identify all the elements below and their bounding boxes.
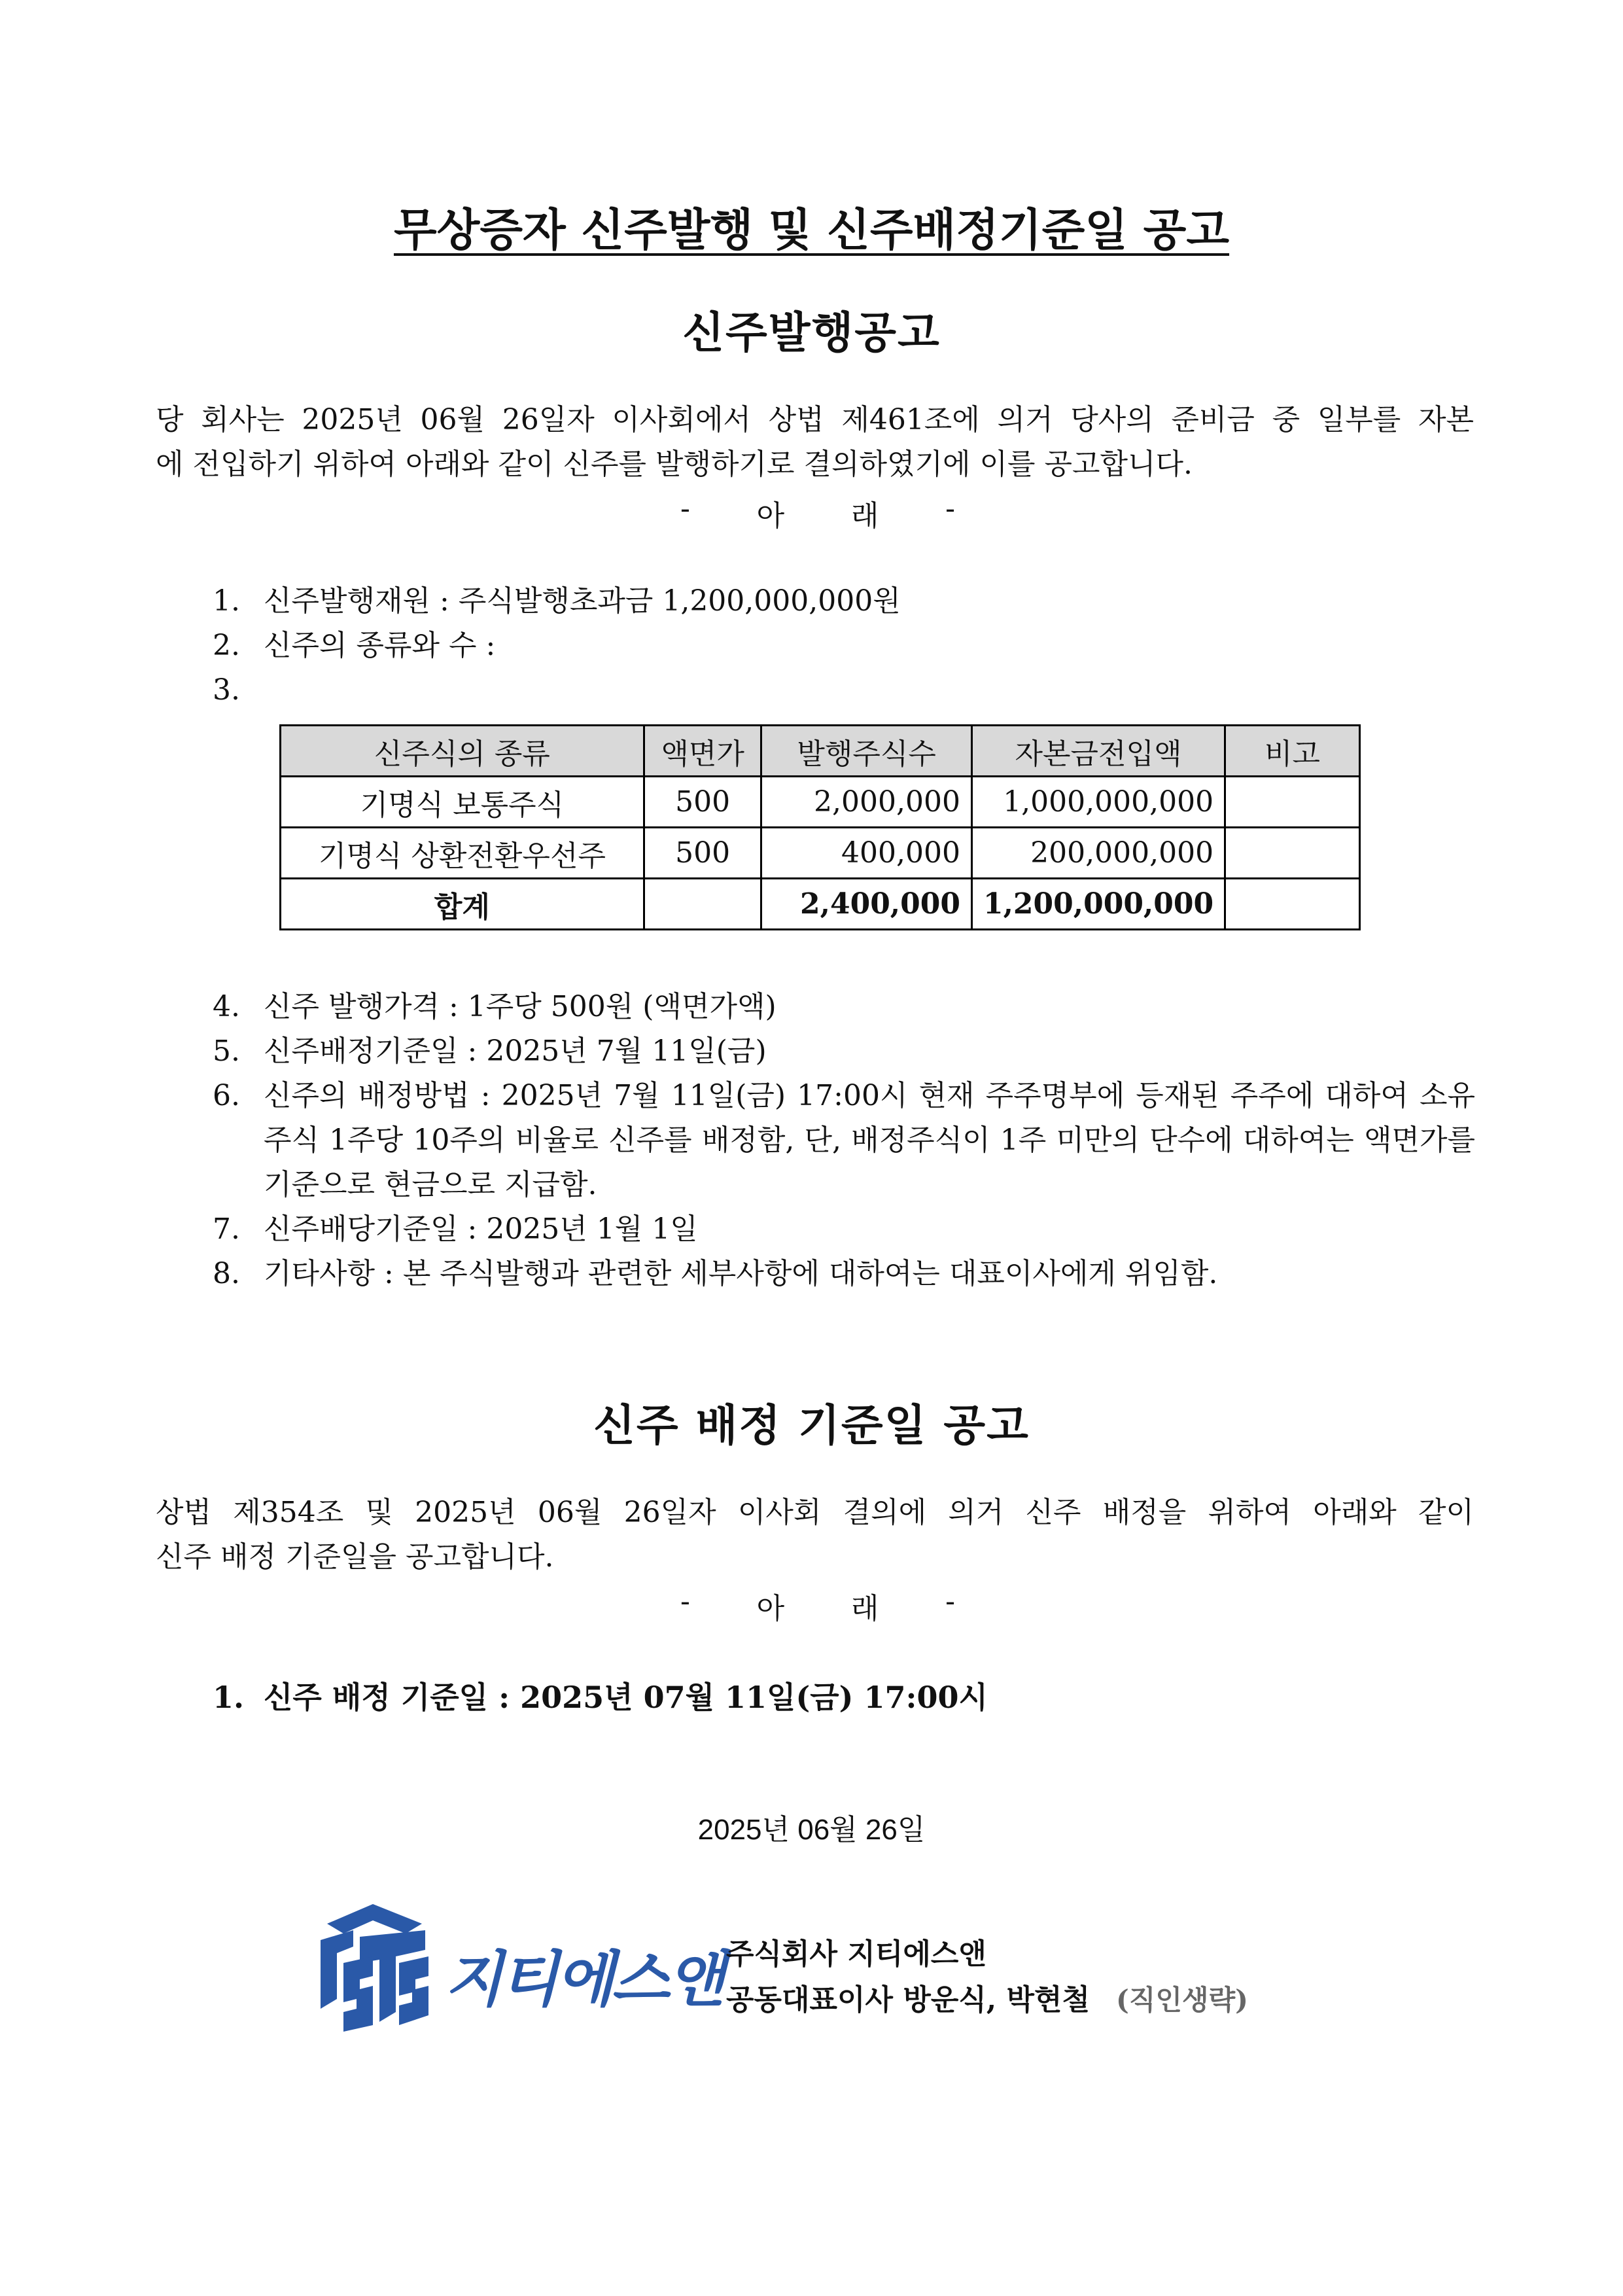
section1-intro-line1: 당 회사는 2025년 06월 26일자 이사회에서 상법 제461조에 의거 당사의 준비금 중 일부를 자본 [156, 403, 1474, 436]
dash-left: - [680, 492, 690, 525]
ahrae-a: 아 [756, 499, 785, 533]
table-row [281, 777, 1360, 828]
shares-table [279, 724, 1361, 930]
list-item [213, 1074, 1475, 1207]
item-text: 신주배당기준일 : 2025년 1월 1일 [264, 1212, 698, 1246]
section1-ahrae [680, 492, 955, 534]
header-cell: 신주식의 종류 [281, 726, 644, 777]
header-cell: 자본금전입액 [971, 726, 1225, 777]
section2-intro-line2: 신주 배정 기준일을 공고합니다. [156, 1540, 554, 1574]
item-number: 8. [213, 1257, 240, 1290]
list-item [213, 624, 1475, 668]
item-number: 5. [213, 1034, 240, 1068]
company-logo [307, 1901, 438, 2032]
item-number: 2. [213, 629, 240, 662]
list-item [213, 985, 1475, 1029]
cell-capital: 200,000,000 [971, 828, 1225, 879]
ahrae-a: 아 [756, 1592, 785, 1625]
section1-intro-line2: 에 전입하기 위하여 아래와 같이 신주를 발행하기로 결의하였기에 이를 공고합니다. [156, 448, 1193, 481]
main-title: 무상증자 신주발행 및 신주배정기준일 공고 [393, 204, 1230, 256]
notice-date: 2025년 06월 26일 [697, 1814, 926, 1846]
cell-total-label: 합계 [281, 879, 644, 930]
item-text: 기타사항 : 본 주식발행과 관련한 세부사항에 대하여는 대표이사에게 위임함. [264, 1257, 1218, 1290]
item-number: 3. [213, 673, 240, 707]
list-item [213, 1675, 1475, 1720]
item-text: 신주의 배정방법 : 2025년 7월 11일(금) 17:00시 현재 주주명부에 등재된 주주에 대하여 소유주식 1주당 10주의 비율로 신주를 배정함, 단, 배정주식이 1주 미만의 단수에 대하여는 액면가를 기준으로 현금으로 지급함. [264, 1079, 1475, 1201]
list-item [213, 1252, 1475, 1296]
list-item [213, 579, 1475, 624]
logo-wordmark: 지티에스앤 [445, 1945, 723, 2015]
list-item [213, 668, 1475, 713]
cell-total-capital: 1,200,000,000 [971, 879, 1225, 930]
cell-note [1225, 777, 1360, 828]
section2-intro-line1: 상법 제354조 및 2025년 06월 26일자 이사회 결의에 의거 신주 배정을 위하여 아래와 같이 [156, 1496, 1474, 1529]
cell-par: 500 [644, 828, 761, 879]
cell-note [1225, 879, 1360, 930]
item-number: 1. [213, 584, 240, 618]
item-text: 신주발행재원 : 주식발행초과금 1,200,000,000원 [264, 584, 901, 618]
table-header-row [281, 726, 1360, 777]
cell-total-shares: 2,400,000 [761, 879, 972, 930]
representatives: 공동대표이사 방운식, 박현철 [726, 1983, 1091, 2017]
cell-type: 기명식 상환전환우선주 [281, 828, 644, 879]
seal-note: (직인생략) [1116, 1984, 1249, 2016]
representatives-line [726, 1976, 1248, 2018]
table-total-row [281, 879, 1360, 930]
item-text: 신주배정기준일 : 2025년 7월 11일(금) [264, 1034, 767, 1068]
ahrae-rae: 래 [850, 499, 879, 533]
cell-shares: 2,000,000 [761, 777, 972, 828]
item-number: 4. [213, 990, 240, 1023]
list-item [213, 1207, 1475, 1252]
section1-title: 신주발행공고 [682, 307, 941, 358]
header-cell: 비고 [1225, 726, 1360, 777]
item-text: 신주 배정 기준일 : 2025년 07월 11일(금) 17:00시 [264, 1680, 988, 1715]
ahrae-rae: 래 [850, 1592, 879, 1625]
gts-logo-icon [307, 1901, 438, 2032]
item-number: 7. [213, 1212, 240, 1246]
section1-intro [156, 398, 1474, 487]
section2-intro [156, 1491, 1474, 1580]
header-cell: 발행주식수 [761, 726, 972, 777]
cell-type: 기명식 보통주식 [281, 777, 644, 828]
item-text: 신주 발행가격 : 1주당 500원 (액면가액) [264, 990, 777, 1023]
cell-note [1225, 828, 1360, 879]
cell-par: 500 [644, 777, 761, 828]
item-number: 1. [213, 1680, 245, 1715]
item-number: 6. [213, 1079, 240, 1112]
section2-ahrae [680, 1585, 955, 1627]
company-name: 주식회사 지티에스앤 [726, 1937, 986, 1971]
header-cell: 액면가 [644, 726, 761, 777]
item-text: 신주의 종류와 수 : [264, 629, 496, 662]
cell-capital: 1,000,000,000 [971, 777, 1225, 828]
table-row [281, 828, 1360, 879]
item-text [264, 668, 1475, 713]
dash-right: - [945, 492, 955, 525]
dash-right: - [945, 1585, 955, 1618]
dash-left: - [680, 1585, 690, 1618]
list-item [213, 1029, 1475, 1074]
cell-par [644, 879, 761, 930]
cell-shares: 400,000 [761, 828, 972, 879]
section2-title: 신주 배정 기준일 공고 [593, 1400, 1030, 1451]
